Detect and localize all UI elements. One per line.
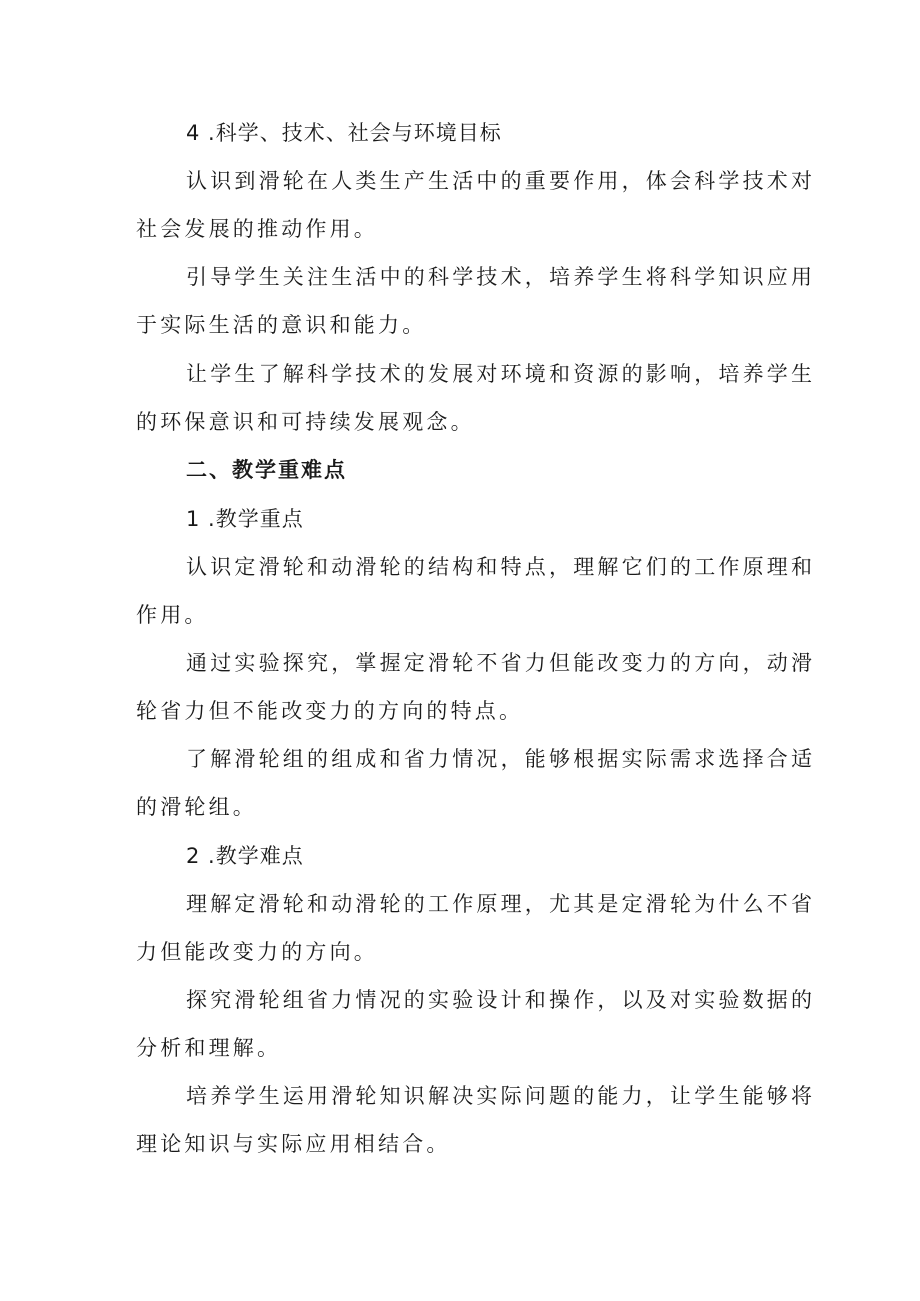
paragraph-line: 通过实验探究，掌握定滑轮不省力但能改变力的方向，动滑: [186, 651, 816, 675]
paragraph-line: 探究滑轮组省力情况的实验设计和操作，以及对实验数据的: [186, 988, 816, 1012]
paragraph-line: 引导学生关注生活中的科学技术，培养学生将科学知识应用: [186, 265, 816, 289]
subsection-title: 1 .教学重点: [186, 507, 304, 531]
paragraph-line: 分析和理解。: [136, 1036, 282, 1060]
paragraph-line: 让学生了解科学技术的发展对环境和资源的影响，培养学生: [186, 362, 816, 386]
paragraph-line: 的滑轮组。: [136, 795, 257, 819]
paragraph-line: 轮省力但不能改变力的方向的特点。: [136, 699, 524, 723]
paragraph-line: 认识到滑轮在人类生产生活中的重要作用，体会科学技术对: [186, 169, 816, 193]
subsection-title: 2 .教学难点: [186, 844, 304, 868]
paragraph-line: 力但能改变力的方向。: [136, 940, 378, 964]
paragraph-line: 社会发展的推动作用。: [136, 217, 378, 241]
paragraph-line: 了解滑轮组的组成和省力情况，能够根据实际需求选择合适: [186, 747, 816, 771]
paragraph-line: 的环保意识和可持续发展观念。: [136, 410, 475, 434]
paragraph-line: 认识定滑轮和动滑轮的结构和特点，理解它们的工作原理和: [186, 555, 816, 579]
paragraph-line: 理解定滑轮和动滑轮的工作原理，尤其是定滑轮为什么不省: [186, 892, 816, 916]
paragraph-line: 理论知识与实际应用相结合。: [136, 1132, 451, 1156]
section-heading: 二、教学重难点: [186, 458, 347, 482]
paragraph-line: 作用。: [136, 603, 209, 627]
paragraph-line: 培养学生运用滑轮知识解决实际问题的能力，让学生能够将: [186, 1084, 816, 1108]
section-4-title: 4 .科学、技术、社会与环境目标: [186, 121, 502, 145]
paragraph-line: 于实际生活的意识和能力。: [136, 313, 427, 337]
